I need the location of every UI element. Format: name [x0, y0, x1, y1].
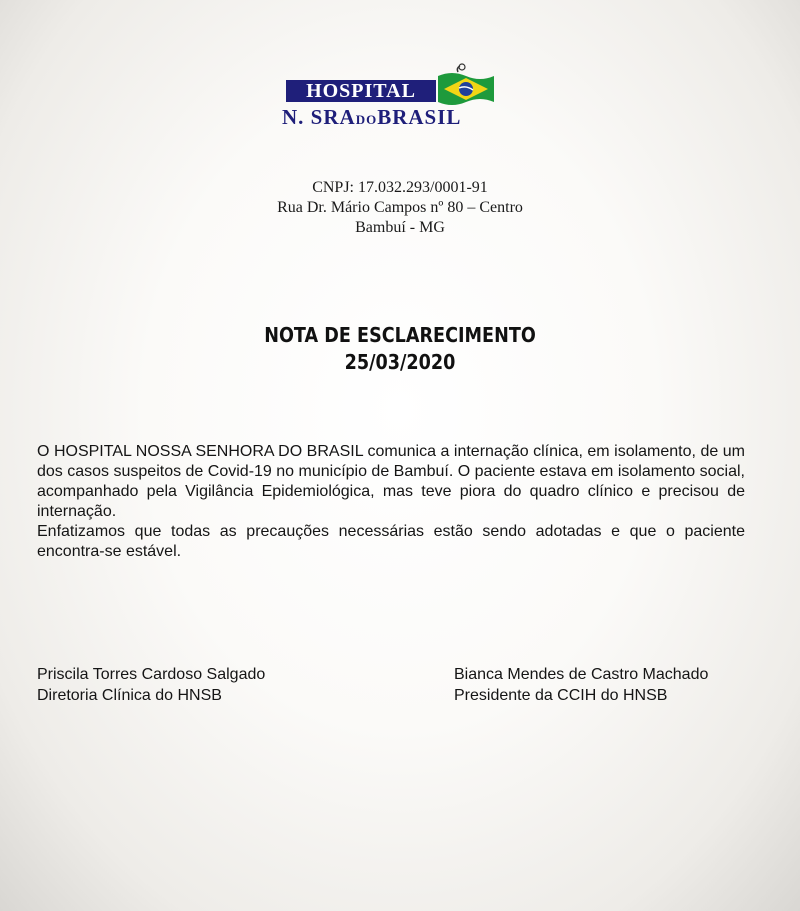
notice-heading [48, 322, 752, 376]
notice-body [37, 442, 745, 562]
address-block [0, 178, 800, 238]
city-line: Bambuí - MG [355, 219, 445, 236]
notice-paragraph-2: Enfatizamos que todas as precauções necessárias estão sendo adotadas e que o paciente encontra-se estável. [37, 523, 745, 560]
street-line: Rua Dr. Mário Campos nº 80 – Centro [277, 199, 523, 216]
logo-title: HOSPITAL [306, 80, 416, 102]
signature-role: Presidente da CCIH do HNSB [454, 687, 668, 704]
signature-left [37, 664, 265, 706]
signature-name: Priscila Torres Cardoso Salgado [37, 666, 266, 683]
notice-date: 25/03/2020 [344, 350, 456, 374]
notice-title: NOTA DE ESCLARECIMENTO [264, 323, 536, 347]
brazil-flag-icon [434, 62, 496, 106]
cnpj-line: CNPJ: 17.032.293/0001-91 [312, 179, 488, 196]
signature-role: Diretoria Clínica do HNSB [37, 687, 222, 704]
logo-subtitle: N. SRADOBRASIL [282, 105, 462, 129]
notice-paragraph-1: O HOSPITAL NOSSA SENHORA DO BRASIL comunica a internação clínica, em isolamento, de um dos casos suspeitos de Covid-19 no município de Bambuí. O paciente estava em isolamento social, acompanhado pela Vigilância Epidemiológica, mas teve piora do quadro clínico e precisou de internação. [37, 443, 745, 520]
signature-right [454, 664, 708, 706]
signature-name: Bianca Mendes de Castro Machado [454, 666, 709, 683]
hospital-logo [282, 58, 512, 138]
